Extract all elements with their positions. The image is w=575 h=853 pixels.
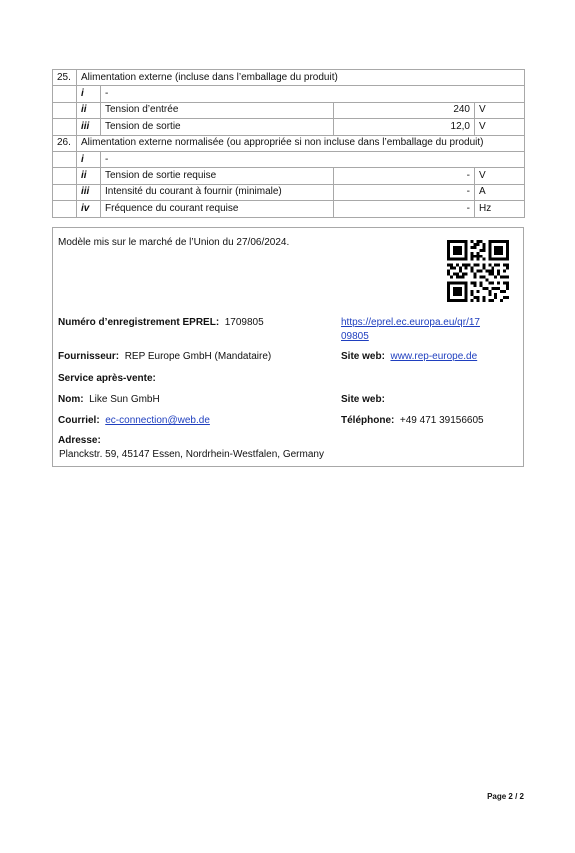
row-label: Tension de sortie: [101, 119, 334, 135]
name-label: Nom:: [58, 394, 84, 405]
row-index: iii: [77, 119, 101, 135]
row-index: iv: [77, 201, 101, 217]
qr-code-icon: [447, 240, 509, 302]
row-index: ii: [77, 102, 101, 118]
supplier-web-label: Site web:: [341, 351, 385, 362]
row-label: Fréquence du courant requise: [101, 201, 334, 217]
spec-row: [53, 184, 525, 200]
supplier-line: [58, 350, 271, 364]
spec-row: [53, 201, 525, 217]
spec-table: [52, 69, 525, 218]
row-label: Tension de sortie requise: [101, 168, 334, 184]
service-web-line: [341, 393, 385, 407]
spec-row: [53, 151, 525, 167]
row-index: ii: [77, 168, 101, 184]
email-label: Courriel:: [58, 415, 100, 426]
row-value: -: [334, 201, 475, 217]
spec-row: [53, 119, 525, 135]
row-unit: V: [475, 119, 525, 135]
email-line: [58, 414, 210, 428]
supplier-web-link[interactable]: www.rep-europe.de: [390, 351, 478, 362]
row-value: 12,0: [334, 119, 475, 135]
product-info-box: [52, 227, 524, 467]
eprel-link-line2: 09805: [341, 331, 369, 342]
row-index: i: [77, 86, 101, 102]
section-title: Alimentation externe normalisée (ou appropriée si non incluse dans l’emballage du produit): [77, 135, 525, 151]
phone-value: +49 471 39156605: [399, 415, 484, 426]
section-title: Alimentation externe (incluse dans l’emballage du produit): [77, 70, 525, 86]
page-number: Page 2 / 2: [487, 792, 524, 801]
eprel-line: [58, 316, 264, 330]
supplier-web-line: [341, 350, 477, 364]
supplier-label: Fournisseur:: [58, 351, 120, 362]
spec-row: [53, 86, 525, 102]
service-heading-text: Service après-vente:: [58, 373, 156, 384]
name-line: [58, 393, 160, 407]
row-value: 240: [334, 102, 475, 118]
market-date-text: Modèle mis sur le marché de l’Union du 27/06/2024.: [58, 237, 290, 248]
eprel-link-line1: https://eprel.ec.europa.eu/qr/17: [341, 317, 480, 328]
address-label: Adresse:: [58, 435, 101, 446]
row-index: iii: [77, 184, 101, 200]
section-26-header: [53, 135, 525, 151]
row-label: Tension d’entrée: [101, 102, 334, 118]
row-label: -: [101, 86, 525, 102]
eprel-link-block: [341, 316, 480, 344]
row-unit: V: [475, 168, 525, 184]
section-number: 26.: [53, 135, 77, 151]
address-value: Planckstr. 59, 45147 Essen, Nordrhein-Westfalen, Germany: [59, 449, 324, 460]
phone-line: [341, 414, 484, 428]
row-unit: A: [475, 184, 525, 200]
row-unit: V: [475, 102, 525, 118]
row-label: -: [101, 151, 525, 167]
row-value: -: [334, 168, 475, 184]
name-value: Like Sun GmbH: [89, 394, 160, 405]
row-value: -: [334, 184, 475, 200]
eprel-value: 1709805: [224, 317, 264, 328]
spec-row: [53, 102, 525, 118]
email-link[interactable]: ec-connection@web.de: [105, 415, 210, 426]
phone-label: Téléphone:: [341, 415, 395, 426]
row-label: Intensité du courant à fournir (minimale): [101, 184, 334, 200]
eprel-label: Numéro d’enregistrement EPREL:: [58, 317, 220, 328]
service-heading: [58, 372, 156, 386]
section-25-header: [53, 70, 525, 86]
row-unit: Hz: [475, 201, 525, 217]
service-web-label: Site web:: [341, 394, 385, 405]
spec-row: [53, 168, 525, 184]
supplier-value: REP Europe GmbH (Mandataire): [124, 351, 272, 362]
row-index: i: [77, 151, 101, 167]
address-label-line: [58, 434, 101, 448]
eprel-link[interactable]: [341, 317, 480, 342]
section-number: 25.: [53, 70, 77, 86]
